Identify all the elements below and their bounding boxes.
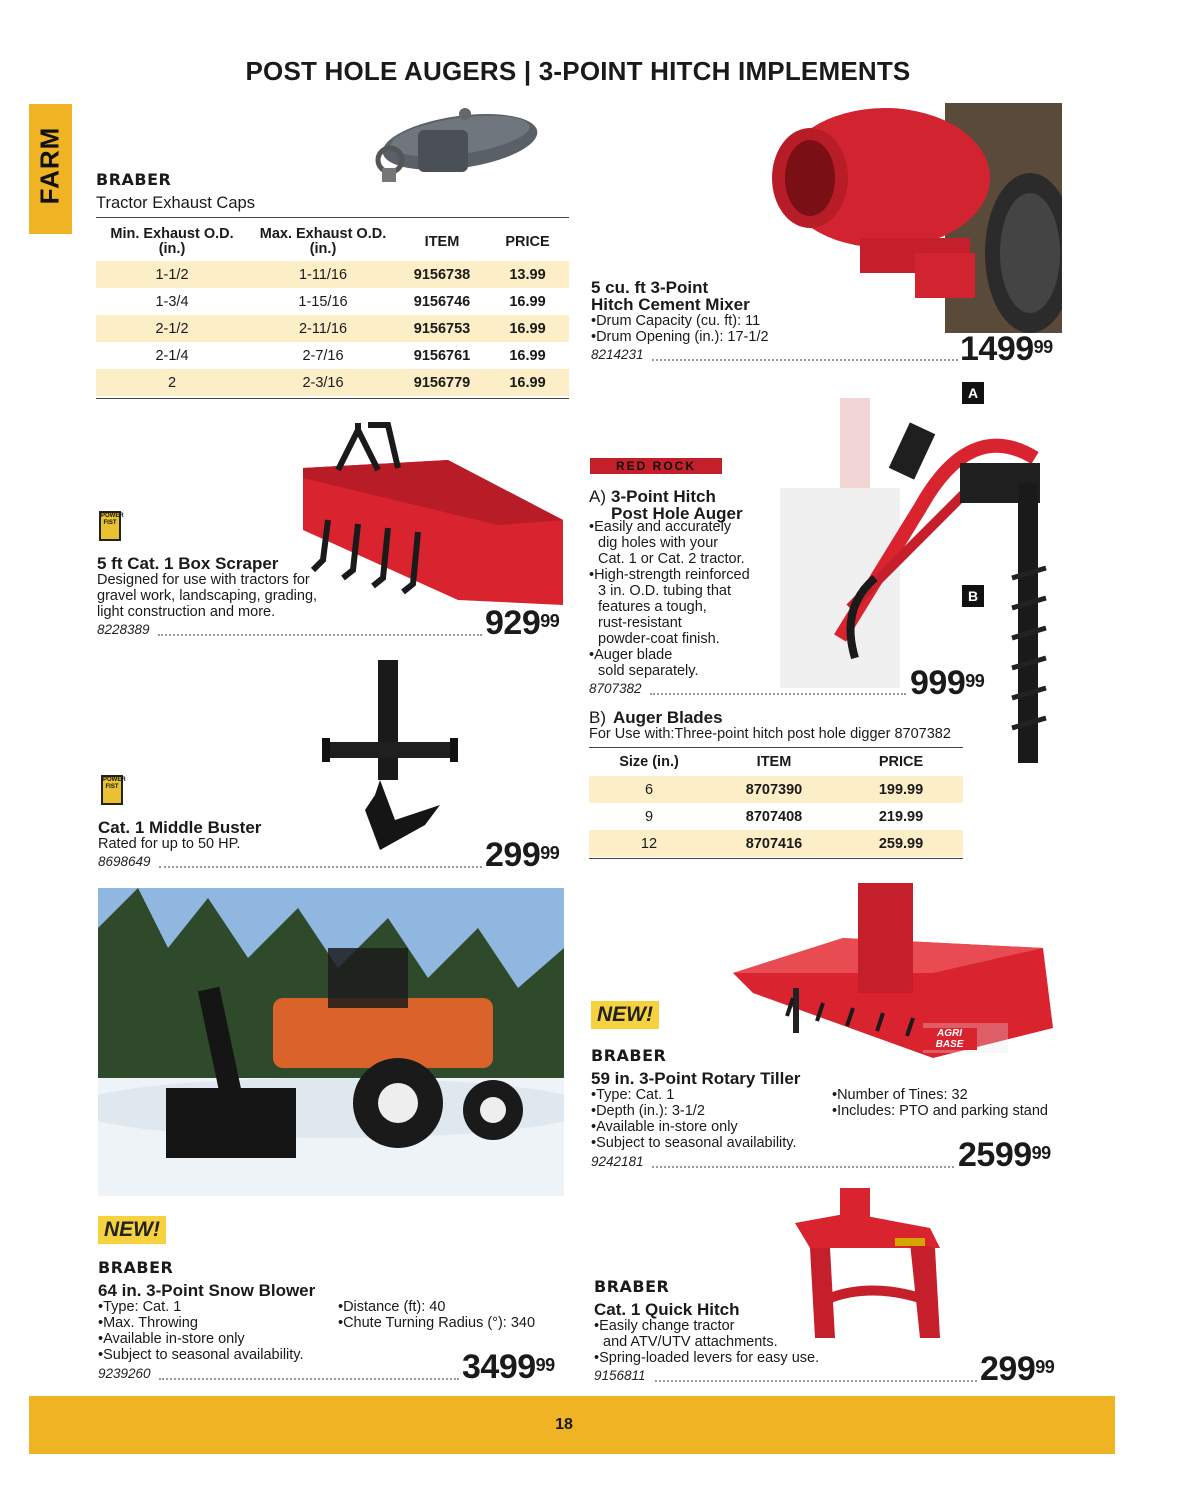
price-cents: 99: [540, 843, 560, 863]
tiller-bullet-6: •Includes: PTO and parking stand: [832, 1103, 1048, 1119]
page-footer: [29, 1396, 1115, 1454]
cell-min: 1-1/2: [96, 261, 248, 288]
quick-hitch-name: Cat. 1 Quick Hitch: [594, 1300, 740, 1319]
cell-item: 9156753: [398, 315, 486, 342]
bullet-text: Spring-loaded levers for easy use.: [599, 1350, 820, 1366]
snow-blower-name: 64 in. 3-Point Snow Blower: [98, 1281, 316, 1300]
quick-hitch-bullet-1: •Easily change tractor: [594, 1318, 735, 1334]
exhaust-cap-image: [360, 100, 545, 190]
snow-blower-new-badge: NEW!: [98, 1216, 166, 1244]
tiller-bullet-1: •Type: Cat. 1: [591, 1087, 675, 1103]
cell-min: 2-1/4: [155, 347, 189, 364]
leader-dots: [652, 359, 958, 361]
snow-blower-photo: [98, 888, 564, 1196]
bullet-text: Auger blade: [594, 647, 673, 663]
auger-callout-b: B: [962, 585, 984, 607]
quick-hitch-image: [790, 1188, 950, 1353]
bullet-text: Easily and accurately: [594, 519, 732, 535]
auger-bullet-3: •Auger blade: [589, 647, 673, 663]
post-hole-auger-image: [780, 398, 1065, 778]
price-dollars: 2599: [958, 1136, 1032, 1174]
table-row: [96, 315, 569, 342]
bullet-text: High-strength reinforced: [594, 567, 750, 583]
cell-max: 2-11/16: [248, 315, 398, 342]
leader-dots: [652, 1166, 954, 1168]
snow-blower-bullet-1: •Type: Cat. 1: [98, 1299, 182, 1315]
cell-size: 6: [589, 776, 709, 803]
tiller-decal: AGRI BASE: [922, 1028, 977, 1050]
snow-blower-price: [462, 1350, 555, 1384]
bullet-text: Type: Cat. 1: [596, 1087, 675, 1103]
auger-name-2: Post Hole Auger: [611, 504, 743, 523]
cell-max: 2-3/16: [248, 369, 398, 396]
cell-max: 2-7/16: [302, 347, 344, 364]
price-cents: 99: [1035, 1357, 1055, 1377]
cell-max: 1-15/16: [298, 293, 348, 310]
bullet-text: Max. Throwing: [103, 1315, 198, 1331]
auger-bullet-1-cont: dig holes with your: [598, 535, 719, 551]
price-dollars: 929: [485, 604, 541, 642]
leader-dots: [159, 866, 482, 868]
snow-blower-bullet-6: •Chute Turning Radius (°): 340: [338, 1315, 536, 1331]
cell-item: 9156779: [398, 369, 486, 396]
section-tab-label: FARM: [34, 126, 65, 205]
bullet-text: Distance (ft): 40: [343, 1299, 446, 1315]
tiller-new-badge: NEW!: [591, 1001, 659, 1029]
box-scraper-sku: 8228389: [97, 622, 150, 637]
snow-blower-brand: BRABER: [98, 1258, 174, 1277]
bullet-text: Available in-store only: [596, 1119, 738, 1135]
cell-price: 219.99: [878, 808, 924, 825]
bullet-text: Drum Opening (in.): 17-1/2: [596, 329, 769, 345]
cell-price: 259.99: [839, 830, 963, 857]
auger-bullet-1: •Easily and accurately: [589, 519, 732, 535]
exhaust-caps-brand: BRABER: [96, 170, 172, 189]
exhaust-caps-name: Tractor Exhaust Caps: [96, 194, 255, 212]
middle-buster-desc: Rated for up to 50 HP.: [98, 836, 241, 852]
col-max-exhaust: Max. Exhaust O.D. (in.): [259, 226, 387, 257]
bullet-text: Subject to seasonal availability.: [103, 1347, 304, 1363]
snow-blower-sku: 9239260: [98, 1366, 151, 1381]
auger-blades-table: [589, 749, 963, 857]
leader-dots: [158, 634, 482, 636]
box-scraper-image: [298, 420, 570, 610]
col-price: PRICE: [878, 754, 924, 770]
snow-blower-bullet-5: •Distance (ft): 40: [338, 1299, 446, 1315]
table-row: [589, 830, 963, 857]
tiller-name: 59 in. 3-Point Rotary Tiller: [591, 1069, 801, 1088]
cell-size: 9: [644, 808, 654, 825]
bullet-text: Type: Cat. 1: [103, 1299, 182, 1315]
auger-bullet-1-cont: Cat. 1 or Cat. 2 tractor.: [598, 551, 745, 567]
auger-price: [910, 666, 984, 700]
box-scraper-desc-1: Designed for use with tractors for: [97, 572, 310, 588]
table-row: [589, 803, 963, 830]
auger-name-1: 3-Point Hitch: [611, 487, 716, 506]
cell-price: 16.99: [509, 347, 546, 364]
price-cents: 99: [540, 611, 560, 631]
tiller-price: [958, 1138, 1051, 1172]
power-fist-badge: [101, 775, 126, 805]
tiller-brand: BRABER: [591, 1046, 667, 1065]
auger-prefix: A): [589, 487, 606, 506]
blades-table-top-rule: [589, 747, 963, 748]
snow-blower-bullet-4: •Subject to seasonal availability.: [98, 1347, 304, 1363]
exhaust-caps-table-top-rule: [96, 217, 569, 218]
quick-hitch-bullet-1-cont: and ATV/UTV attachments.: [603, 1334, 778, 1350]
price-cents: 99: [1033, 337, 1053, 357]
middle-buster-price: [485, 838, 559, 872]
tiller-bullet-3: •Available in-store only: [591, 1119, 738, 1135]
rotary-tiller-image: [733, 878, 1055, 1068]
blades-name: Auger Blades: [613, 708, 723, 727]
cement-mixer-sku: 8214231: [591, 347, 644, 362]
tiller-sku: 9242181: [591, 1154, 644, 1169]
price-dollars: 3499: [462, 1348, 536, 1386]
bullet-text: Depth (in.): 3-1/2: [596, 1103, 705, 1119]
leader-dots: [650, 693, 906, 695]
bullet-text: Subject to seasonal availability.: [596, 1135, 797, 1151]
blades-prefix: B): [589, 708, 606, 727]
price-dollars: 299: [980, 1350, 1036, 1388]
power-fist-badge: [99, 511, 124, 541]
tiller-bullet-2: •Depth (in.): 3-1/2: [591, 1103, 705, 1119]
bullet-text: Chute Turning Radius (°): 340: [343, 1315, 536, 1331]
auger-bullet-2-cont: rust-resistant: [598, 615, 682, 631]
box-scraper-desc-2: gravel work, landscaping, grading,: [97, 588, 318, 604]
cement-mixer-name-2: Hitch Cement Mixer: [591, 295, 750, 314]
cell-item: 8707390: [709, 776, 839, 803]
cement-mixer-name-1: 5 cu. ft 3-Point: [591, 278, 709, 297]
price-dollars: 1499: [960, 330, 1034, 368]
auger-bullet-2-cont: powder-coat finish.: [598, 631, 720, 647]
auger-bullet-3-cont: sold separately.: [598, 663, 699, 679]
bullet-text: Available in-store only: [103, 1331, 245, 1347]
quick-hitch-price: [980, 1352, 1054, 1386]
blades-use-with: For Use with:Three-point hitch post hole digger 8707382: [589, 726, 951, 742]
price-cents: 99: [965, 671, 985, 691]
cell-size: 12: [589, 830, 709, 857]
cell-price: 199.99: [839, 776, 963, 803]
auger-callout-a: A: [962, 382, 984, 404]
cell-price: 16.99: [509, 293, 546, 310]
snow-blower-bullet-2: •Max. Throwing: [98, 1315, 198, 1331]
quick-hitch-bullet-2: •Spring-loaded levers for easy use.: [594, 1350, 820, 1366]
cement-mixer-image: [765, 103, 1062, 333]
price-cents: 99: [1031, 1143, 1051, 1163]
middle-buster-name: Cat. 1 Middle Buster: [98, 818, 262, 837]
cell-item: 8707416: [709, 830, 839, 857]
page-number: 18: [555, 1416, 573, 1433]
table-row: [589, 776, 963, 803]
exhaust-caps-table-bottom-rule: [96, 398, 569, 399]
table-row: [96, 342, 569, 369]
cell-price: 16.99: [486, 315, 569, 342]
blades-table-bottom-rule: [589, 858, 963, 859]
cement-mixer-bullet-1: •Drum Capacity (cu. ft): 11: [591, 313, 761, 329]
leader-dots: [655, 1380, 977, 1382]
box-scraper-desc-3: light construction and more.: [97, 604, 276, 620]
cement-mixer-bullet-2: •Drum Opening (in.): 17-1/2: [591, 329, 769, 345]
auger-bullet-2-cont: 3 in. O.D. tubing that: [598, 583, 731, 599]
price-dollars: 299: [485, 836, 541, 874]
cell-min: 2-1/2: [96, 315, 248, 342]
exhaust-caps-table: [96, 223, 569, 396]
cell-min: 1-3/4: [155, 293, 189, 310]
price-dollars: 999: [910, 664, 966, 702]
cement-mixer-price: [960, 332, 1053, 366]
bullet-text: Includes: PTO and parking stand: [837, 1103, 1048, 1119]
middle-buster-image: [320, 660, 460, 855]
cell-max: 1-11/16: [248, 261, 398, 288]
quick-hitch-sku: 9156811: [594, 1368, 646, 1383]
col-price: PRICE: [505, 233, 550, 250]
bullet-text: Easily change tractor: [599, 1318, 735, 1334]
cell-price: 16.99: [486, 369, 569, 396]
box-scraper-price: [485, 606, 559, 640]
bullet-text: Drum Capacity (cu. ft): 11: [596, 313, 761, 329]
col-item: ITEM: [424, 233, 460, 250]
cell-item: 9156746: [413, 293, 471, 310]
cell-item: 9156761: [413, 347, 471, 364]
cell-item: 9156738: [398, 261, 486, 288]
red-rock-logo: RED ROCK: [590, 458, 722, 474]
quick-hitch-brand: BRABER: [594, 1277, 670, 1296]
box-scraper-name: 5 ft Cat. 1 Box Scraper: [97, 554, 279, 573]
badge-text: POWER FIST: [101, 513, 124, 526]
col-item: ITEM: [756, 754, 792, 770]
section-tab: [29, 104, 72, 234]
cell-price: 13.99: [486, 261, 569, 288]
auger-bullet-2-cont: features a tough,: [598, 599, 707, 615]
bullet-text: Number of Tines: 32: [837, 1087, 968, 1103]
cell-item: 8707408: [745, 808, 803, 825]
table-row: [96, 288, 569, 315]
auger-sku: 8707382: [589, 681, 642, 696]
col-min-exhaust: Min. Exhaust O.D. (in.): [110, 226, 234, 257]
auger-bullet-2: •High-strength reinforced: [589, 567, 750, 583]
page-title: POST HOLE AUGERS | 3-POINT HITCH IMPLEMENTS: [245, 56, 911, 86]
snow-blower-bullet-3: •Available in-store only: [98, 1331, 245, 1347]
col-size: Size (in.): [619, 754, 679, 770]
cell-min: 2: [96, 369, 248, 396]
tiller-bullet-4: •Subject to seasonal availability.: [591, 1135, 797, 1151]
leader-dots: [159, 1378, 459, 1380]
table-row: [96, 261, 569, 288]
middle-buster-sku: 8698649: [98, 854, 151, 869]
table-row: [96, 369, 569, 396]
badge-text: POWER FIST: [103, 777, 126, 790]
price-cents: 99: [535, 1355, 555, 1375]
tiller-bullet-5: •Number of Tines: 32: [832, 1087, 968, 1103]
